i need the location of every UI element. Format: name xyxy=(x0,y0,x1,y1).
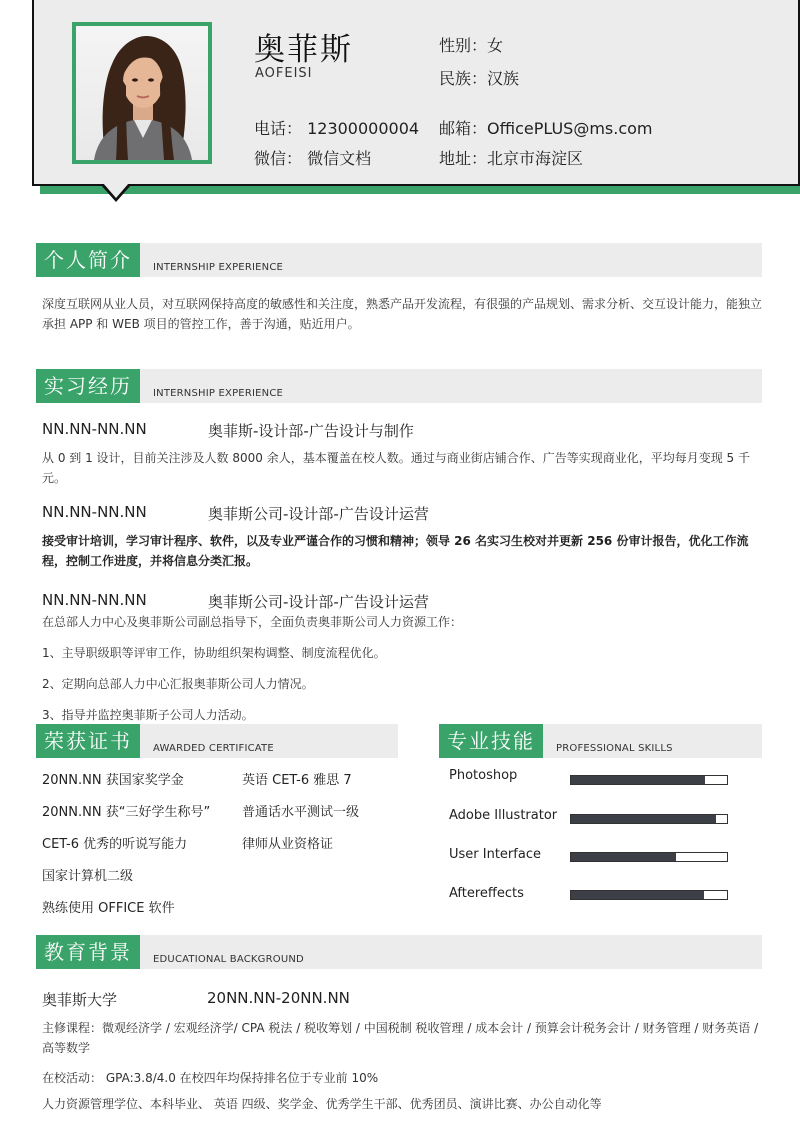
section-skills-header xyxy=(439,724,762,758)
job-description: 从 0 到 1 设计，目前关注涉及人数 8000 余人，基本覆盖在校人数。通过与商业街店铺合作、广告等实现商业化，平均每月变现 5 千元。 xyxy=(42,451,750,485)
job-item: 2、定期向总部人力中心汇报奥菲斯公司人力情况。 xyxy=(42,677,314,691)
skill-bar xyxy=(570,814,728,824)
skill-bar-fill xyxy=(571,853,676,861)
skill-name: Photoshop xyxy=(449,768,518,783)
job-title: 奥菲斯公司-设计部-广告设计运营 xyxy=(208,505,429,523)
skill-bar-fill xyxy=(571,891,704,899)
section-summary-header xyxy=(36,243,762,277)
skill-name: User Interface xyxy=(449,847,541,862)
award-item: 国家计算机二级 xyxy=(42,869,134,884)
section-internship-header xyxy=(36,369,762,403)
award-item: 英语 CET-6 雅思 7 xyxy=(242,773,352,788)
candidate-name-pinyin: AOFEISI xyxy=(255,66,313,81)
wechat: 微信： 微信文档 xyxy=(254,149,372,168)
job-title: 奥菲斯公司-设计部-广告设计运营 xyxy=(208,593,429,611)
section-title: 专业技能 xyxy=(439,724,543,758)
award-item: 普通话水平测试一级 xyxy=(242,805,360,820)
section-awards-header xyxy=(36,724,398,758)
gender: 性别：女 xyxy=(439,36,504,55)
education-activity: 在校活动： GPA:3.8/4.0 在校四年均保持排名位于专业前 10% xyxy=(42,1071,379,1085)
skill-bar xyxy=(570,775,728,785)
education-honors: 人力资源管理学位、本科毕业、 英语 四级、奖学金、优秀学生干部、优秀团员、演讲比赛、办公自动化等 xyxy=(42,1097,602,1111)
award-item: 律师从业资格证 xyxy=(242,837,334,852)
address: 地址：北京市海淀区 xyxy=(439,149,584,168)
skill-bar xyxy=(570,852,728,862)
section-subtitle: PROFESSIONAL SKILLS xyxy=(556,743,673,754)
job-item: 3、指导并监控奥菲斯子公司人力活动。 xyxy=(42,708,254,722)
skill-bar-fill xyxy=(571,815,716,823)
candidate-name: 奥菲斯 xyxy=(254,32,353,68)
summary-text: 深度互联网从业人员，对互联网保持高度的敏感性和关注度，熟悉产品开发流程，有很强的产品规划、需求分析、交互设计能力，能独立承担 APP 和 WEB 项目的管控工作，善于沟通，贴近用户。 xyxy=(42,297,763,331)
award-item: 20NN.NN 获“三好学生称号” xyxy=(42,805,211,820)
skill-bar-fill xyxy=(571,776,705,784)
section-title: 个人简介 xyxy=(36,243,140,277)
job-item: 1、主导职级职等评审工作，协助组织架构调整、制度流程优化。 xyxy=(42,646,386,660)
email: 邮箱：OfficePLUS@ms.com xyxy=(439,119,653,138)
header-speech-tail-inner xyxy=(103,183,129,198)
job-title: 奥菲斯-设计部-广告设计与制作 xyxy=(208,422,414,440)
skill-name: Aftereffects xyxy=(449,886,524,901)
section-education-header xyxy=(36,935,762,969)
skill-name: Adobe Illustrator xyxy=(449,808,558,823)
job-description: 接受审计培训，学习审计程序、软件，以及专业严谨合作的习惯和精神；领导 26 名实习生校对并更新 256 份审计报告，优化工作流程，控制工作进度，并将信息分类汇报。 xyxy=(42,534,749,568)
profile-photo xyxy=(76,26,208,160)
job-intro: 在总部人力中心及奥菲斯公司副总指导下，全面负责奥菲斯公司人力资源工作： xyxy=(42,615,463,629)
section-subtitle: EDUCATIONAL BACKGROUND xyxy=(153,954,304,965)
section-subtitle: INTERNSHIP EXPERIENCE xyxy=(153,262,284,273)
section-subtitle: INTERNSHIP EXPERIENCE xyxy=(153,388,284,399)
award-item: 熟练使用 OFFICE 软件 xyxy=(42,901,175,916)
education-period: 20NN.NN-20NN.NN xyxy=(207,989,350,1007)
job-date: NN.NN-NN.NN xyxy=(42,503,147,521)
award-item: 20NN.NN 获国家奖学金 xyxy=(42,773,184,788)
section-title: 教育背景 xyxy=(36,935,140,969)
school-name: 奥菲斯大学 xyxy=(42,991,118,1009)
skill-bar xyxy=(570,890,728,900)
phone: 电话： 12300000004 xyxy=(254,119,420,138)
section-title: 实习经历 xyxy=(36,369,140,403)
section-subtitle: AWARDED CERTIFICATE xyxy=(153,743,274,754)
job-date: NN.NN-NN.NN xyxy=(42,591,147,609)
education-courses: 主修课程：微观经济学 / 宏观经济学/ CPA 税法 / 税收筹划 / 中国税制 税收管理 / 成本会计 / 预算会计税务会计 / 财务管理 / 财务英语 / 高等数学 xyxy=(42,1021,759,1055)
ethnicity: 民族：汉族 xyxy=(439,69,520,88)
job-date: NN.NN-NN.NN xyxy=(42,420,147,438)
portrait-illustration xyxy=(76,26,208,160)
award-item: CET-6 优秀的听说写能力 xyxy=(42,837,188,852)
section-title: 荣获证书 xyxy=(36,724,140,758)
